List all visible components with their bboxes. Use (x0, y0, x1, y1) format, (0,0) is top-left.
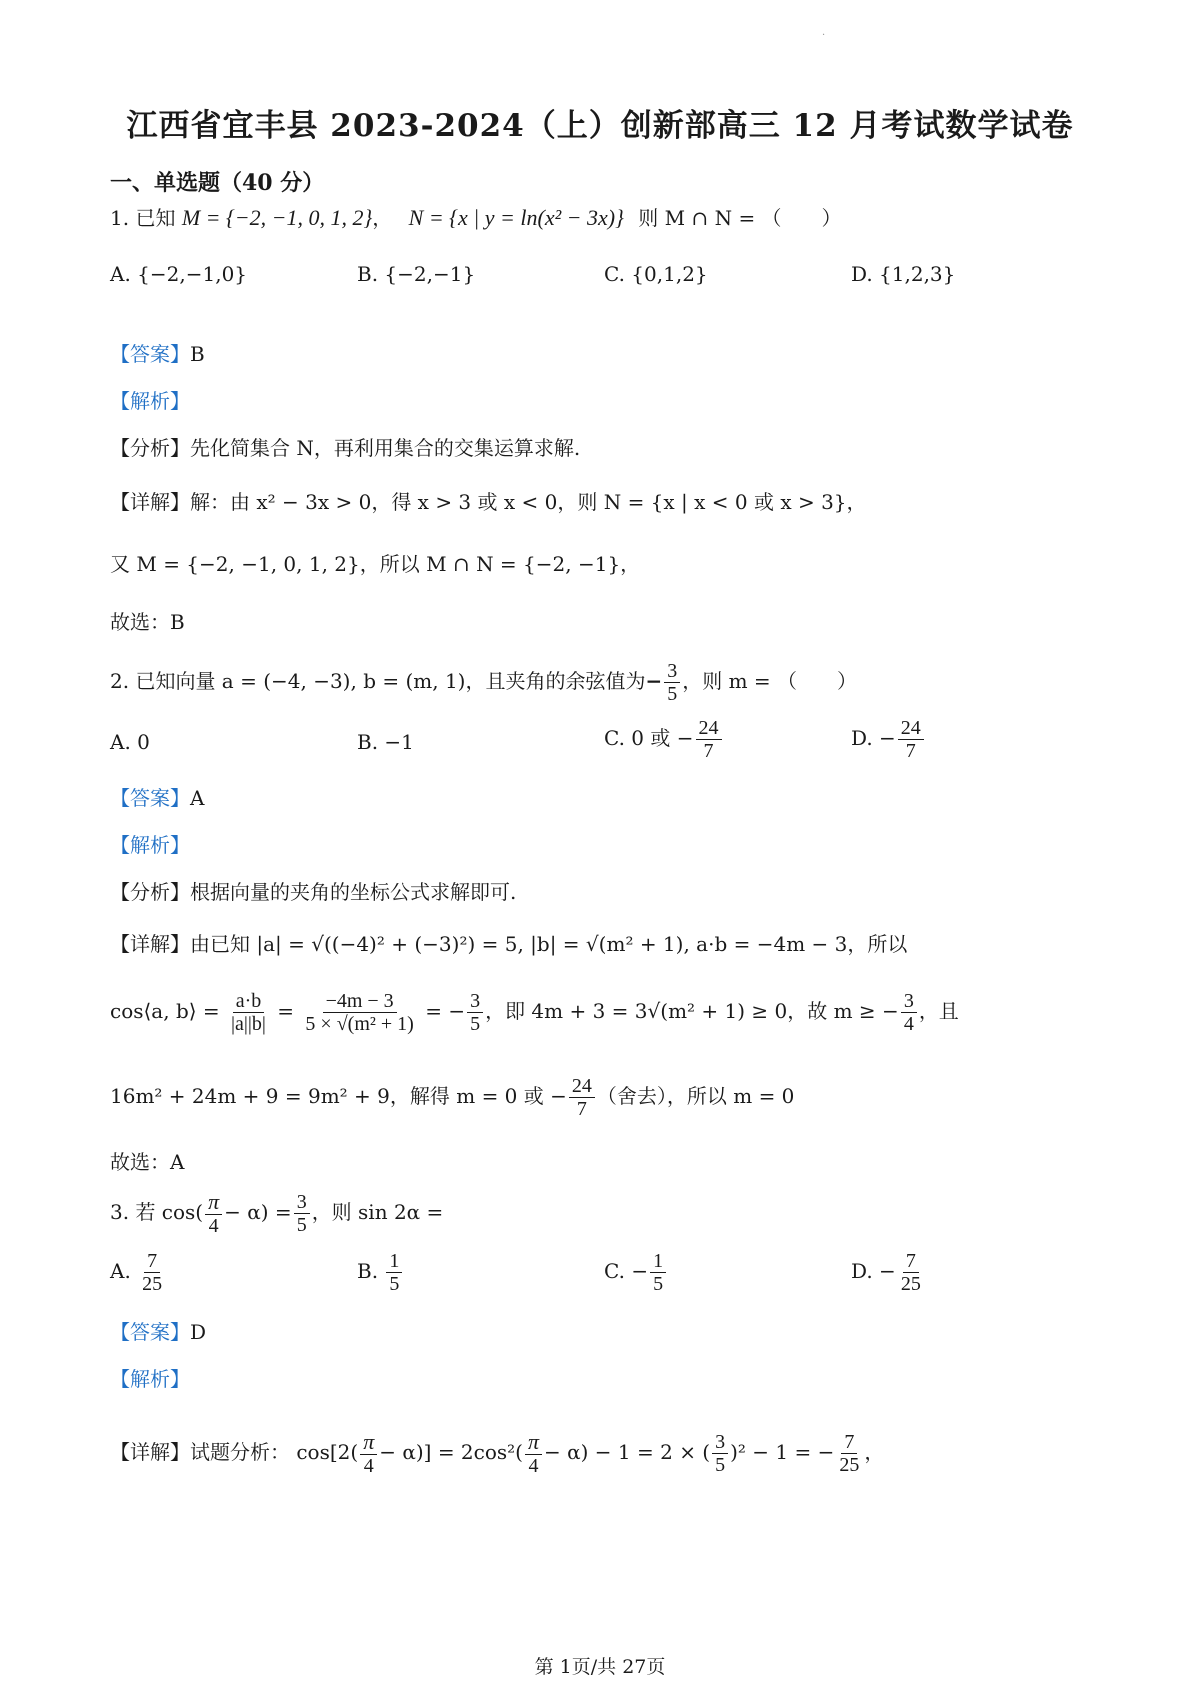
q1-prefix: 1. 已知 (110, 206, 176, 230)
q1-choose-value: B (170, 610, 185, 634)
q1-set-n: N = {x | y = ln(x² − 3x)} (408, 205, 624, 230)
q1-option-d: D. {1,2,3} (851, 262, 956, 286)
q3-answer (110, 1320, 206, 1344)
q2-option-a: A. 0 (110, 730, 150, 754)
choose-tag: 故选： (110, 610, 170, 634)
q3-detail: 【详解】试题分析： cos[2( $\frac{\pi}{4}$ − α)] = 2cos²( $\frac{\pi}{4}$ − α) − 1 = 2 × ( $\frac{3}{5}$ )² − 1 = − $\frac{7}{25}$ ， (110, 1429, 885, 1478)
q3-analysis-tag (110, 1367, 190, 1391)
fenxi-tag: 【分析】 (110, 880, 190, 904)
q2-stem: 2. 已知向量 a = (−4, −3), b = (m, 1)，且夹角的余弦值为− $\frac{3}{5}$ ，则 m = （ ） (110, 660, 858, 705)
analysis-tag: 【解析】 (110, 389, 190, 413)
page-title: 江西省宜丰县 2023-2024（上）创新部高三 12 月考试数学试卷 (126, 108, 1074, 144)
q1-option-a: A. {−2,−1,0} (110, 262, 248, 286)
q1-answer (110, 342, 205, 366)
q2-detail-1-text: 由已知 |a| = √((−4)² + (−3)²) = 5, |b| = √(m² + 1), a·b = −4m − 3，所以 (190, 932, 908, 956)
q2-stem-text: 2. 已知向量 a = (−4, −3), b = (m, 1)，且夹角的余弦值为 (110, 669, 646, 693)
analysis-tag: 【解析】 (110, 833, 190, 857)
q2-fenxi (110, 880, 516, 904)
q1-ask: 则 M ∩ N = （ ） (638, 206, 842, 230)
xiangjie-tag: 【详解】 (110, 490, 190, 514)
q2-option-c: C. 0 或 − $\frac{24}{7}$ (604, 717, 724, 762)
q1-stem: 1. 已知 M = {−2, −1, 0, 1, 2}， N = {x | y = ln(x² − 3x)} 则 M ∩ N = （ ） (110, 205, 842, 230)
q2-answer-value: A (190, 786, 205, 810)
choose-tag: 故选： (110, 1150, 170, 1174)
q2-option-b: B. −1 (357, 730, 414, 754)
q2-choose (110, 1150, 184, 1174)
q2-detail-2: cos⟨a, b⟩ = $\frac{a\cdot b}{|a||b|}$ = $\frac{-4m - 3}{\text{5 × √(m² + 1)}}$ = − $\frac{3}{5}$ ，即 4m + 3 = 3√(m² + 1) ≥ 0，故 m ≥ − $\frac{3}{4}$ ，且 (110, 990, 959, 1035)
q3-option-c: C. − $\frac{1}{5}$ (604, 1250, 668, 1295)
answer-tag: 【答案】 (110, 342, 190, 366)
decorative-dot: · (822, 30, 826, 41)
answer-tag: 【答案】 (110, 786, 190, 810)
q1-fenxi (110, 436, 580, 460)
q2-choose-value: A (170, 1150, 185, 1174)
q3-stem: 3. 若 cos( $\frac{\pi}{4}$ − α) = $\frac{3}{5}$ ，则 sin 2α = (110, 1189, 444, 1238)
q1-option-b: B. {−2,−1} (357, 262, 476, 286)
page-footer: 第 1页/共 27页 (534, 1656, 666, 1678)
section-heading: 一、单选题（40 分） (110, 170, 325, 196)
q2-cos-fraction: $\frac{3}{5}$ (664, 660, 680, 705)
q1-answer-value: B (190, 342, 205, 366)
q2-detail-1 (110, 932, 907, 956)
answer-tag: 【答案】 (110, 1320, 190, 1344)
q2-answer (110, 786, 204, 810)
q1-detail-1-text: 解：由 x² − 3x > 0，得 x > 3 或 x < 0，则 N = {x | x < 0 或 x > 3}， (190, 490, 867, 514)
q1-analysis-tag (110, 389, 190, 413)
q1-choose (110, 610, 185, 634)
q3-option-b: B. $\frac{1}{5}$ (357, 1250, 404, 1295)
q2-option-d: D. − $\frac{24}{7}$ (851, 717, 926, 762)
q2-detail-3: 16m² + 24m + 9 = 9m² + 9，解得 m = 0 或 − $\frac{24}{7}$ （舍去），所以 m = 0 (110, 1075, 795, 1120)
q1-option-c: C. {0,1,2} (604, 262, 708, 286)
q1-fenxi-text: 先化简集合 N，再利用集合的交集运算求解. (190, 436, 581, 460)
q1-detail-2: 又 M = {−2, −1, 0, 1, 2}，所以 M ∩ N = {−2, −1}， (110, 552, 641, 576)
q1-detail-1 (110, 490, 867, 514)
q3-answer-value: D (190, 1320, 207, 1344)
q2-analysis-tag (110, 833, 190, 857)
q3-option-d: D. − $\frac{7}{25}$ (851, 1250, 921, 1295)
q2-ask: ，则 m = （ ） (682, 669, 858, 693)
xiangjie-tag: 【详解】 (110, 932, 190, 956)
q1-set-m: M = {−2, −1, 0, 1, 2} (181, 205, 373, 230)
q3-option-a: A. $\frac{7}{25}$ (110, 1250, 163, 1295)
q2-fenxi-text: 根据向量的夹角的坐标公式求解即可. (190, 880, 517, 904)
analysis-tag: 【解析】 (110, 1367, 190, 1391)
fenxi-tag: 【分析】 (110, 436, 190, 460)
